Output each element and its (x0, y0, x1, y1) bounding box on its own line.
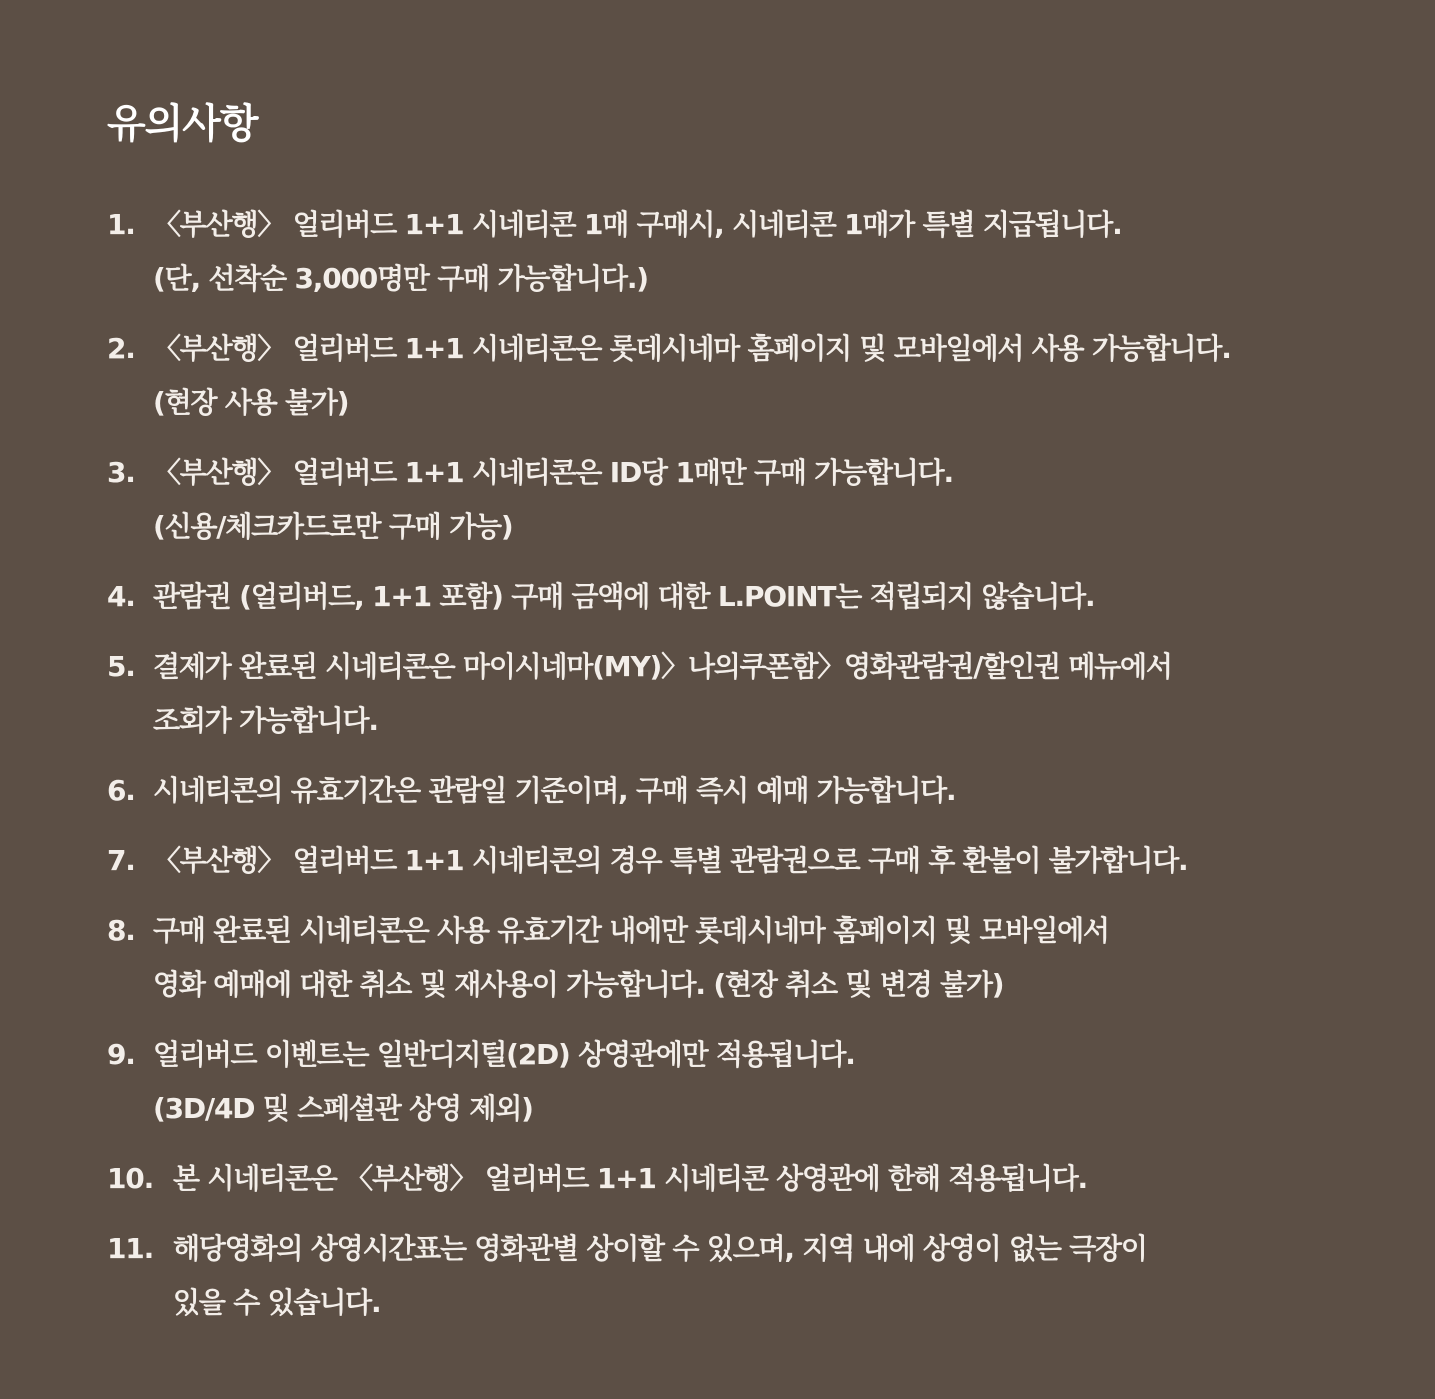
notice-item (107, 1222, 1395, 1330)
item-text (153, 1028, 1395, 1136)
item-text (173, 1222, 1395, 1330)
item-text (153, 570, 1395, 624)
item-text (153, 640, 1395, 748)
item-line: 〈부산행〉 얼리버드 1+1 시네티콘 1매 구매시, 시네티콘 1매가 특별 지급됩니다. (153, 208, 1122, 241)
notice-item (107, 834, 1395, 888)
item-text (173, 1152, 1395, 1206)
item-line: 있을 수 있습니다. (173, 1286, 381, 1319)
item-number: 2. (107, 332, 135, 365)
item-number: 1. (107, 208, 135, 241)
notice-list (107, 198, 1395, 1330)
item-line: 구매 완료된 시네티콘은 사용 유효기간 내에만 롯데시네마 홈페이지 및 모바일에서 (153, 914, 1109, 947)
item-line: 조회가 가능합니다. (153, 704, 378, 737)
item-number: 4. (107, 580, 135, 613)
item-line: (단, 선착순 3,000명만 구매 가능합니다.) (153, 262, 648, 295)
item-line: 해당영화의 상영시간표는 영화관별 상이할 수 있으며, 지역 내에 상영이 없는 극장이 (173, 1232, 1147, 1265)
item-line: (3D/4D 및 스페셜관 상영 제외) (153, 1092, 533, 1125)
item-text (153, 446, 1395, 554)
item-text (153, 904, 1395, 1012)
item-text (153, 198, 1395, 306)
item-line: 시네티콘의 유효기간은 관람일 기준이며, 구매 즉시 예매 가능합니다. (153, 774, 956, 807)
item-line: 〈부산행〉 얼리버드 1+1 시네티콘은 롯데시네마 홈페이지 및 모바일에서 사용 가능합니다. (153, 332, 1231, 365)
item-text (153, 764, 1395, 818)
notice-item (107, 1152, 1395, 1206)
item-number: 6. (107, 774, 135, 807)
notice-item (107, 446, 1395, 554)
item-line: 얼리버드 이벤트는 일반디지털(2D) 상영관에만 적용됩니다. (153, 1038, 855, 1071)
item-text (153, 834, 1395, 888)
item-text (153, 322, 1395, 430)
item-number: 11. (107, 1232, 154, 1265)
item-line: 〈부산행〉 얼리버드 1+1 시네티콘의 경우 특별 관람권으로 구매 후 환불이 불가합니다. (153, 844, 1188, 877)
notice-item (107, 764, 1395, 818)
item-line: 〈부산행〉 얼리버드 1+1 시네티콘은 ID당 1매만 구매 가능합니다. (153, 456, 953, 489)
item-line: 관람권 (얼리버드, 1+1 포함) 구매 금액에 대한 L.POINT는 적립되지 않습니다. (153, 580, 1095, 613)
item-number: 3. (107, 456, 135, 489)
item-line: 결제가 완료된 시네티콘은 마이시네마(MY)〉나의쿠폰함〉영화관람권/할인권 메뉴에서 (153, 650, 1172, 683)
notice-title: 유의사항 (107, 101, 258, 147)
item-number: 8. (107, 914, 135, 947)
item-number: 9. (107, 1038, 135, 1071)
item-line: 영화 예매에 대한 취소 및 재사용이 가능합니다. (현장 취소 및 변경 불가) (153, 968, 1004, 1001)
notice-item (107, 322, 1395, 430)
item-line: (신용/체크카드로만 구매 가능) (153, 510, 513, 543)
item-number: 10. (107, 1162, 154, 1195)
notice-item (107, 904, 1395, 1012)
notice-item (107, 640, 1395, 748)
item-number: 7. (107, 844, 135, 877)
item-number: 5. (107, 650, 135, 683)
item-line: 본 시네티콘은 〈부산행〉 얼리버드 1+1 시네티콘 상영관에 한해 적용됩니다. (173, 1162, 1087, 1195)
notice-item (107, 570, 1395, 624)
notice-item (107, 198, 1395, 306)
notice-item (107, 1028, 1395, 1136)
item-line: (현장 사용 불가) (153, 386, 349, 419)
